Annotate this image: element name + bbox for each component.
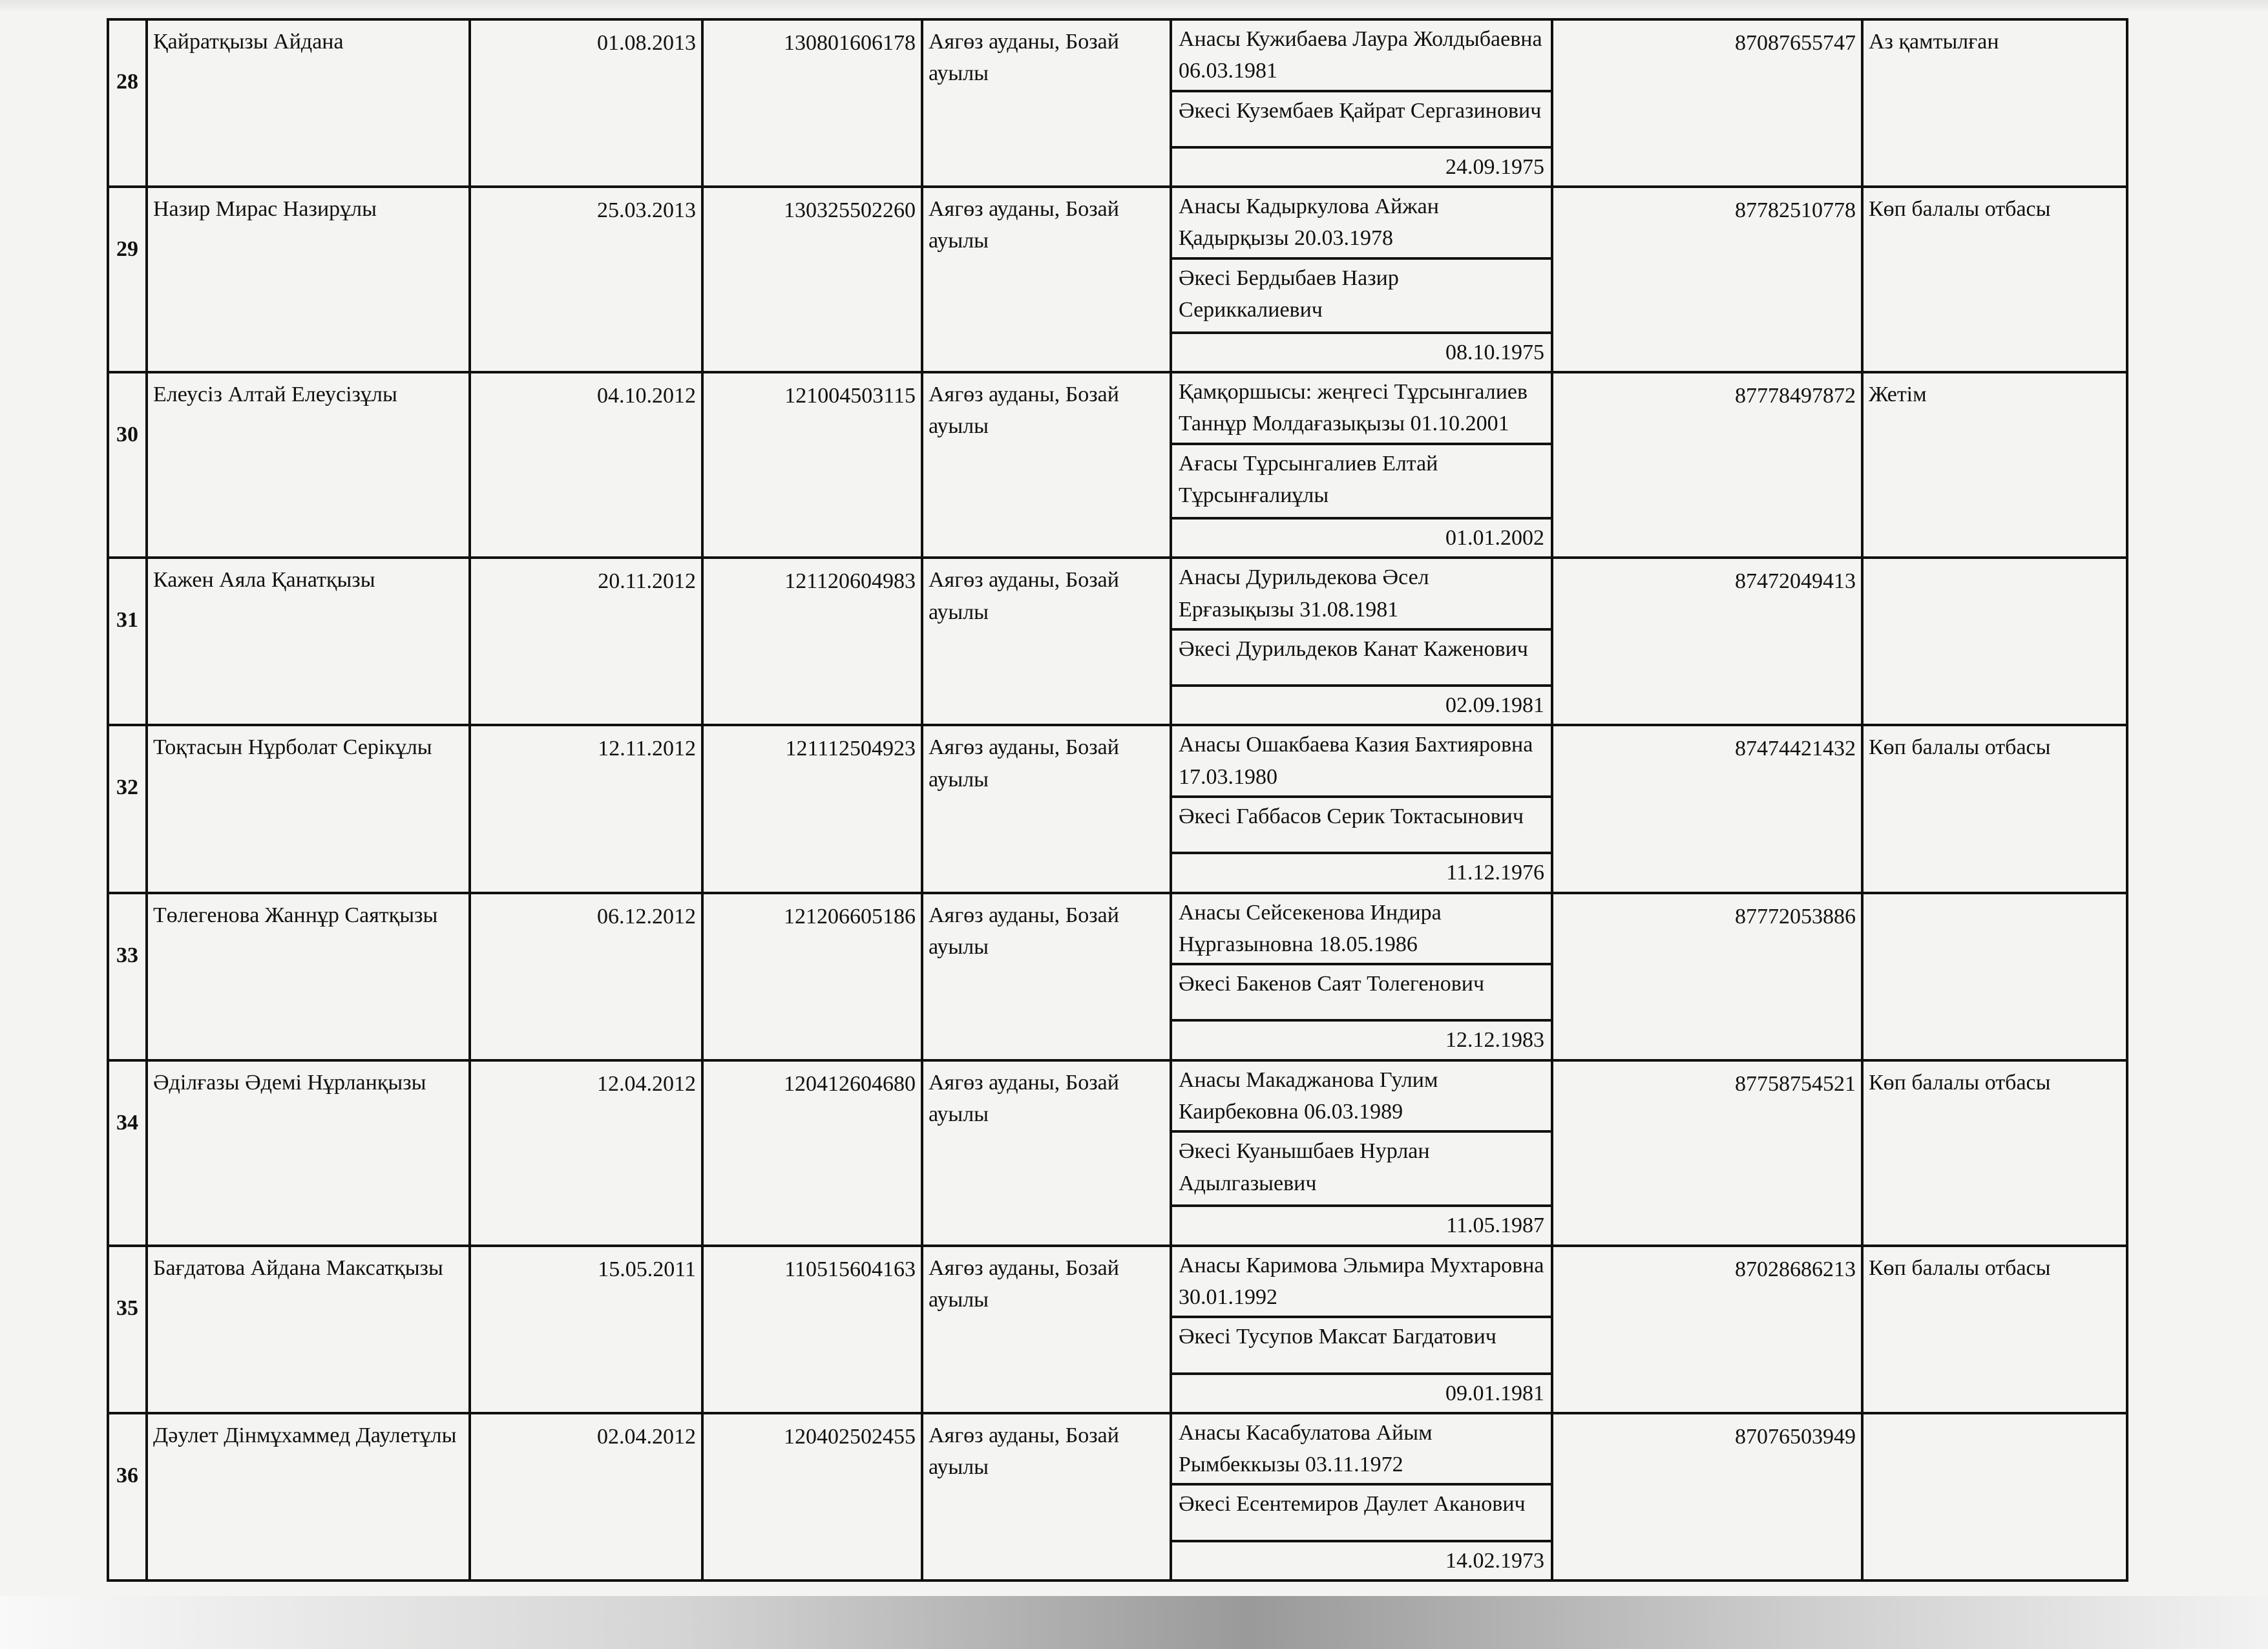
iin-number: 120402502455: [702, 1413, 922, 1581]
father-birth-date: 12.12.1983: [1445, 1028, 1544, 1053]
parents-cell: [1171, 558, 1552, 725]
father-info: Әкесі Бакенов Саят Толегенович: [1172, 965, 1551, 1022]
phone-number: 87028686213: [1552, 1246, 1862, 1413]
table-row: [108, 372, 2127, 558]
birth-date: 15.05.2011: [470, 1246, 702, 1413]
father-info: Әкесі Куанышбаев Нурлан Адылгазыевич: [1172, 1133, 1551, 1207]
father-info: Әкесі Есентемиров Даулет Аканович: [1172, 1486, 1551, 1542]
child-name: Тоқтасын Нұрболат Серікұлы: [147, 725, 470, 892]
parents-cell: [1171, 372, 1552, 558]
family-status: Аз қамтылған: [1862, 19, 2127, 187]
father-birth-date: 11.12.1976: [1446, 861, 1544, 885]
address: Аягөз ауданы, Бозай ауылы: [922, 893, 1171, 1060]
address: Аягөз ауданы, Бозай ауылы: [922, 372, 1171, 558]
mother-info: Анасы Дурильдекова Әсел Ерғазықызы 31.08.1981: [1172, 559, 1551, 631]
parents-cell: [1171, 1413, 1552, 1581]
parents-cell: [1171, 1060, 1552, 1246]
scan-edge: [0, 0, 2268, 13]
family-status: Жетім: [1862, 372, 2127, 558]
address: Аягөз ауданы, Бозай ауылы: [922, 558, 1171, 725]
iin-number: 121206605186: [702, 893, 922, 1060]
mother-info: Анасы Кужибаева Лаура Жолдыбаевна 06.03.1981: [1172, 21, 1551, 92]
mother-info: Анасы Кадыркулова Айжан Қадырқызы 20.03.1978: [1172, 188, 1551, 260]
parents-cell: [1171, 1246, 1552, 1413]
phone-number: 87474421432: [1552, 725, 1862, 892]
address: Аягөз ауданы, Бозай ауылы: [922, 187, 1171, 372]
father-info: Әкесі Бердыбаев Назир Сериккалиевич: [1172, 260, 1551, 334]
address: Аягөз ауданы, Бозай ауылы: [922, 19, 1171, 187]
birth-date: 20.11.2012: [470, 558, 702, 725]
row-number: 28: [108, 19, 147, 187]
birth-date: 01.08.2013: [470, 19, 702, 187]
child-name: Назир Мирас Назирұлы: [147, 187, 470, 372]
table-row: [108, 558, 2127, 725]
family-status: [1862, 558, 2127, 725]
row-number: 29: [108, 187, 147, 372]
table-row: [108, 1413, 2127, 1581]
phone-number: 87772053886: [1552, 893, 1862, 1060]
table-row: [108, 1246, 2127, 1413]
child-name: Бағдатова Айдана Максатқызы: [147, 1246, 470, 1413]
phone-number: 87758754521: [1552, 1060, 1862, 1246]
child-name: Төлегенова Жаннұр Саятқызы: [147, 893, 470, 1060]
parents-cell: [1171, 893, 1552, 1060]
address: Аягөз ауданы, Бозай ауылы: [922, 725, 1171, 892]
birth-date: 12.11.2012: [470, 725, 702, 892]
address: Аягөз ауданы, Бозай ауылы: [922, 1246, 1171, 1413]
father-info: Ағасы Тұрсынгалиев Елтай Тұрсынғалиұлы: [1172, 445, 1551, 520]
table-row: [108, 725, 2127, 892]
child-name: Кажен Аяла Қанатқызы: [147, 558, 470, 725]
row-number: 33: [108, 893, 147, 1060]
birth-date: 12.04.2012: [470, 1060, 702, 1246]
iin-number: 110515604163: [702, 1246, 922, 1413]
father-birth-date: 01.01.2002: [1445, 525, 1544, 550]
family-status: [1862, 893, 2127, 1060]
family-status: Көп балалы отбасы: [1862, 1246, 2127, 1413]
father-birth-date: 24.09.1975: [1445, 154, 1544, 179]
iin-number: 120412604680: [702, 1060, 922, 1246]
father-birth-date: 08.10.1975: [1445, 340, 1544, 364]
row-number: 31: [108, 558, 147, 725]
birth-date: 04.10.2012: [470, 372, 702, 558]
child-name: Дәулет Дінмұхаммед Даулетұлы: [147, 1413, 470, 1581]
scan-shadow: [0, 1596, 2268, 1649]
table-row: [108, 1060, 2127, 1246]
phone-number: 87087655747: [1552, 19, 1862, 187]
mother-info: Анасы Макаджанова Гулим Каирбековна 06.03.1989: [1172, 1062, 1551, 1133]
birth-date: 06.12.2012: [470, 893, 702, 1060]
mother-info: Анасы Ошакбаева Казия Бахтияровна 17.03.1980: [1172, 726, 1551, 798]
parents-cell: [1171, 19, 1552, 187]
iin-number: 121112504923: [702, 725, 922, 892]
iin-number: 121004503115: [702, 372, 922, 558]
iin-number: 130325502260: [702, 187, 922, 372]
father-birth-date: 09.01.1981: [1445, 1381, 1544, 1405]
father-info: Әкесі Кузембаев Қайрат Сергазинович: [1172, 92, 1551, 149]
birth-date: 25.03.2013: [470, 187, 702, 372]
family-status: Көп балалы отбасы: [1862, 1060, 2127, 1246]
children-list-table: [107, 18, 2128, 1582]
phone-number: 87778497872: [1552, 372, 1862, 558]
child-name: Елеусіз Алтай Елеусізұлы: [147, 372, 470, 558]
iin-number: 121120604983: [702, 558, 922, 725]
mother-info: Анасы Каримова Эльмира Мухтаровна 30.01.1992: [1172, 1247, 1551, 1319]
parents-cell: [1171, 725, 1552, 892]
family-status: Көп балалы отбасы: [1862, 725, 2127, 892]
mother-info: Анасы Сейсекенова Индира Нұргазыновна 18.05.1986: [1172, 894, 1551, 966]
row-number: 32: [108, 725, 147, 892]
table-row: [108, 187, 2127, 372]
family-status: Көп балалы отбасы: [1862, 187, 2127, 372]
address: Аягөз ауданы, Бозай ауылы: [922, 1060, 1171, 1246]
child-name: Әділғазы Әдемі Нұрланқызы: [147, 1060, 470, 1246]
table-row: [108, 893, 2127, 1060]
mother-info: Қамқоршысы: жеңгесі Тұрсынгалиев Таннұр Молдағазықызы 01.10.2001: [1172, 373, 1551, 445]
row-number: 34: [108, 1060, 147, 1246]
phone-number: 87782510778: [1552, 187, 1862, 372]
father-info: Әкесі Тусупов Максат Багдатович: [1172, 1318, 1551, 1374]
table-row: [108, 19, 2127, 187]
father-birth-date: 14.02.1973: [1445, 1548, 1544, 1573]
father-info: Әкесі Дурильдеков Канат Каженович: [1172, 631, 1551, 687]
family-status: [1862, 1413, 2127, 1581]
father-info: Әкесі Габбасов Серик Токтасынович: [1172, 798, 1551, 854]
parents-cell: [1171, 187, 1552, 372]
row-number: 36: [108, 1413, 147, 1581]
mother-info: Анасы Касабулатова Айым Рымбеккызы 03.11.1972: [1172, 1414, 1551, 1486]
father-birth-date: 11.05.1987: [1446, 1213, 1544, 1238]
table-body: [108, 19, 2127, 1581]
row-number: 30: [108, 372, 147, 558]
phone-number: 87472049413: [1552, 558, 1862, 725]
phone-number: 87076503949: [1552, 1413, 1862, 1581]
father-birth-date: 02.09.1981: [1445, 693, 1544, 718]
row-number: 35: [108, 1246, 147, 1413]
iin-number: 130801606178: [702, 19, 922, 187]
address: Аягөз ауданы, Бозай ауылы: [922, 1413, 1171, 1581]
child-name: Қайратқызы Айдана: [147, 19, 470, 187]
birth-date: 02.04.2012: [470, 1413, 702, 1581]
